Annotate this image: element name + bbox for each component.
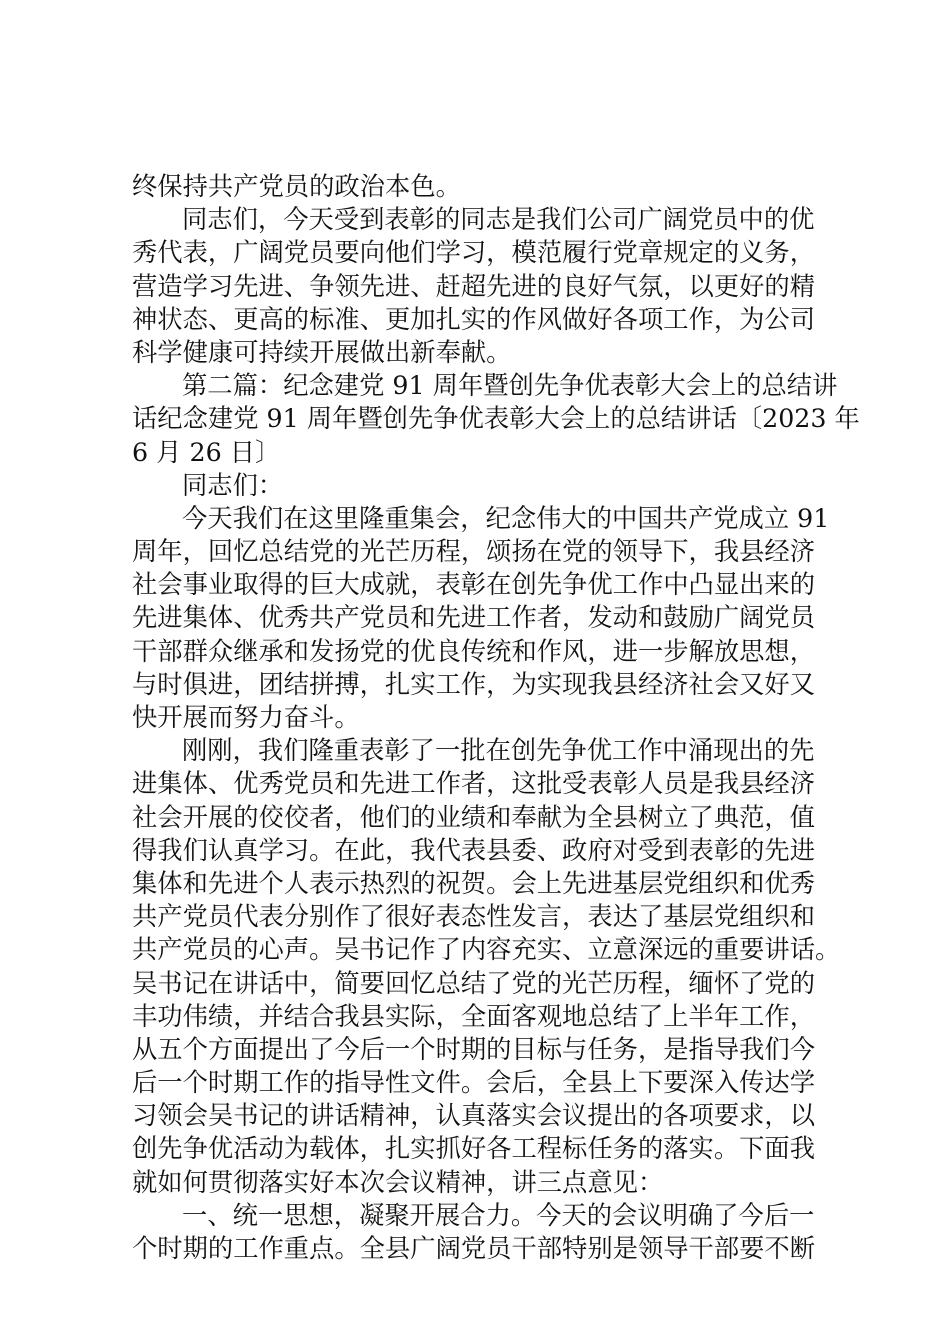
text-line: 快开展而努力奋斗。	[132, 703, 360, 732]
text-line: 神状态、更高的标准、更加扎实的作风做好各项工作，为公司	[132, 304, 816, 334]
text-line: 就如何贯彻落实好本次会议精神，讲三点意见：	[132, 1167, 664, 1197]
text-line: 周年，回忆总结党的光芒历程，颂扬在党的领导下，我县经济	[132, 537, 816, 567]
text-line: 同志们：	[182, 470, 284, 500]
text-line: 社会事业取得的巨大成就，表彰在创先争优工作中凸显出来的	[132, 570, 816, 600]
text-line: 先进集体、优秀共产党员和先进工作者，发动和鼓励广阔党员	[132, 603, 816, 633]
text-line: 共产党员的心声。吴书记作了内容充实、立意深远的重要讲话。	[132, 935, 841, 965]
text-line: 终保持共产党员的政治本色。	[132, 172, 461, 201]
text-line: 得我们认真学习。在此，我代表县委、政府对受到表彰的先进	[132, 835, 816, 865]
text-line: 科学健康可持续开展做出新奉献。	[132, 337, 512, 367]
text-line: 共产党员代表分别作了很好表态性发言，表达了基层党组织和	[132, 902, 816, 932]
text-line: 第二篇：纪念建党 91 周年暨创先争优表彰大会上的总结讲	[182, 371, 838, 401]
text-line: 一、统一思想，凝聚开展合力。今天的会议明确了今后一	[182, 1200, 815, 1230]
text-line: 同志们，今天受到表彰的同志是我们公司广阔党员中的优	[182, 205, 815, 235]
text-line: 创先争优活动为载体，扎实抓好各工程标任务的落实。下面我	[132, 1134, 816, 1164]
text-line: 与时俱进，团结拼搏，扎实工作，为实现我县经济社会又好又	[132, 669, 816, 699]
document-body	[132, 170, 860, 1265]
text-line: 个时期的工作重点。全县广阔党员干部特别是领导干部要不断	[132, 1234, 816, 1263]
text-line: 从五个方面提出了今后一个时期的目标与任务，是指导我们今	[132, 1034, 816, 1064]
text-line: 今天我们在这里隆重集会，纪念伟大的中国共产党成立 91	[182, 503, 830, 533]
text-line: 营造学习先进、争领先进、赶超先进的良好气氛，以更好的精	[132, 271, 816, 301]
text-line: 吴书记在讲话中，简要回忆总结了党的光芒历程，缅怀了党的	[132, 968, 816, 998]
text-line: 干部群众继承和发扬党的优良传统和作风，进一步解放思想，	[132, 636, 816, 666]
text-line: 6 月 26 日〕	[132, 437, 281, 467]
text-line: 后一个时期工作的指导性文件。会后，全县上下要深入传达学	[132, 1068, 816, 1098]
text-line: 习领会吴书记的讲话精神，认真落实会议提出的各项要求，以	[132, 1101, 816, 1131]
text-line: 社会开展的佼佼者，他们的业绩和奉献为全县树立了典范，值	[132, 802, 816, 832]
text-line: 丰功伟绩，并结合我县实际，全面客观地总结了上半年工作，	[132, 1001, 816, 1031]
text-line: 集体和先进个人表示热烈的祝贺。会上先进基层党组织和优秀	[132, 868, 816, 898]
text-line: 进集体、优秀党员和先进工作者，这批受表彰人员是我县经济	[132, 769, 816, 799]
text-line: 刚刚，我们隆重表彰了一批在创先争优工作中涌现出的先	[182, 736, 815, 766]
text-line: 秀代表，广阔党员要向他们学习，模范履行党章规定的义务，	[132, 238, 816, 268]
text-line: 话纪念建党 91 周年暨创先争优表彰大会上的总结讲话〔2023 年	[132, 404, 860, 434]
